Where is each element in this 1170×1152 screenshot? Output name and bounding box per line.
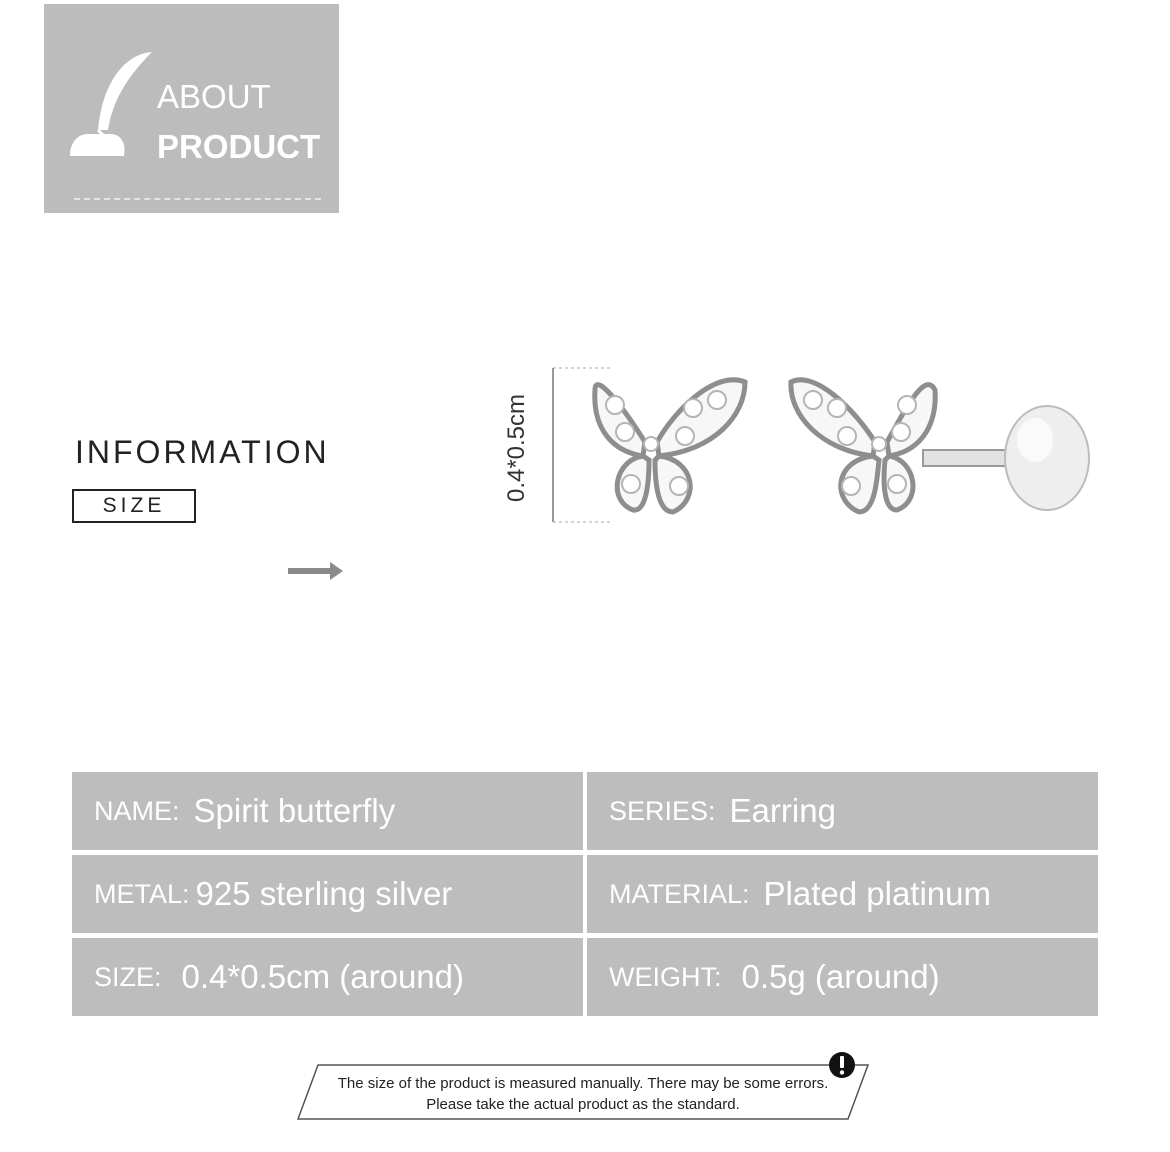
about-line-1: ABOUT (157, 78, 271, 115)
spec-value: 925 sterling silver (195, 875, 453, 912)
dashed-divider (74, 198, 321, 200)
spec-key: NAME: (94, 795, 180, 826)
spec-key: SIZE: (94, 961, 162, 992)
spec-table (72, 772, 1098, 1017)
spec-cell-name (72, 772, 583, 850)
warning-icon (828, 1051, 856, 1079)
spec-key: WEIGHT: (609, 961, 722, 992)
size-tag: SIZE (72, 489, 196, 523)
spec-cell-metal (72, 855, 583, 933)
dimension-label (500, 380, 534, 516)
spec-key: MATERIAL: (609, 878, 750, 909)
about-product-badge (44, 4, 339, 213)
spec-cell-material (587, 855, 1098, 933)
dimension-text: 0.4*0.5cm (503, 393, 530, 503)
spec-cell-size (72, 938, 583, 1016)
spec-value: Spirit butterfly (193, 792, 396, 829)
spec-value: Earring (729, 792, 836, 829)
measurement-notice (296, 1063, 870, 1121)
spec-value: Plated platinum (763, 875, 992, 912)
spec-value: 0.5g (around) (741, 958, 940, 995)
spec-value: 0.4*0.5cm (around) (181, 958, 464, 995)
information-heading: INFORMATION (75, 434, 330, 470)
spec-cell-series (587, 772, 1098, 850)
notice-line-1: The size of the product is measured manually. There may be some errors. (337, 1075, 829, 1092)
quill-ink-icon (64, 44, 154, 164)
spec-key: SERIES: (609, 795, 716, 826)
about-line-2: PRODUCT (157, 128, 321, 165)
arrow-right-icon (288, 561, 344, 581)
spec-key: METAL: (94, 878, 190, 909)
butterfly-earrings-image (545, 360, 1105, 535)
spec-cell-weight (587, 938, 1098, 1016)
notice-line-2: Please take the actual product as the standard. (426, 1096, 740, 1113)
